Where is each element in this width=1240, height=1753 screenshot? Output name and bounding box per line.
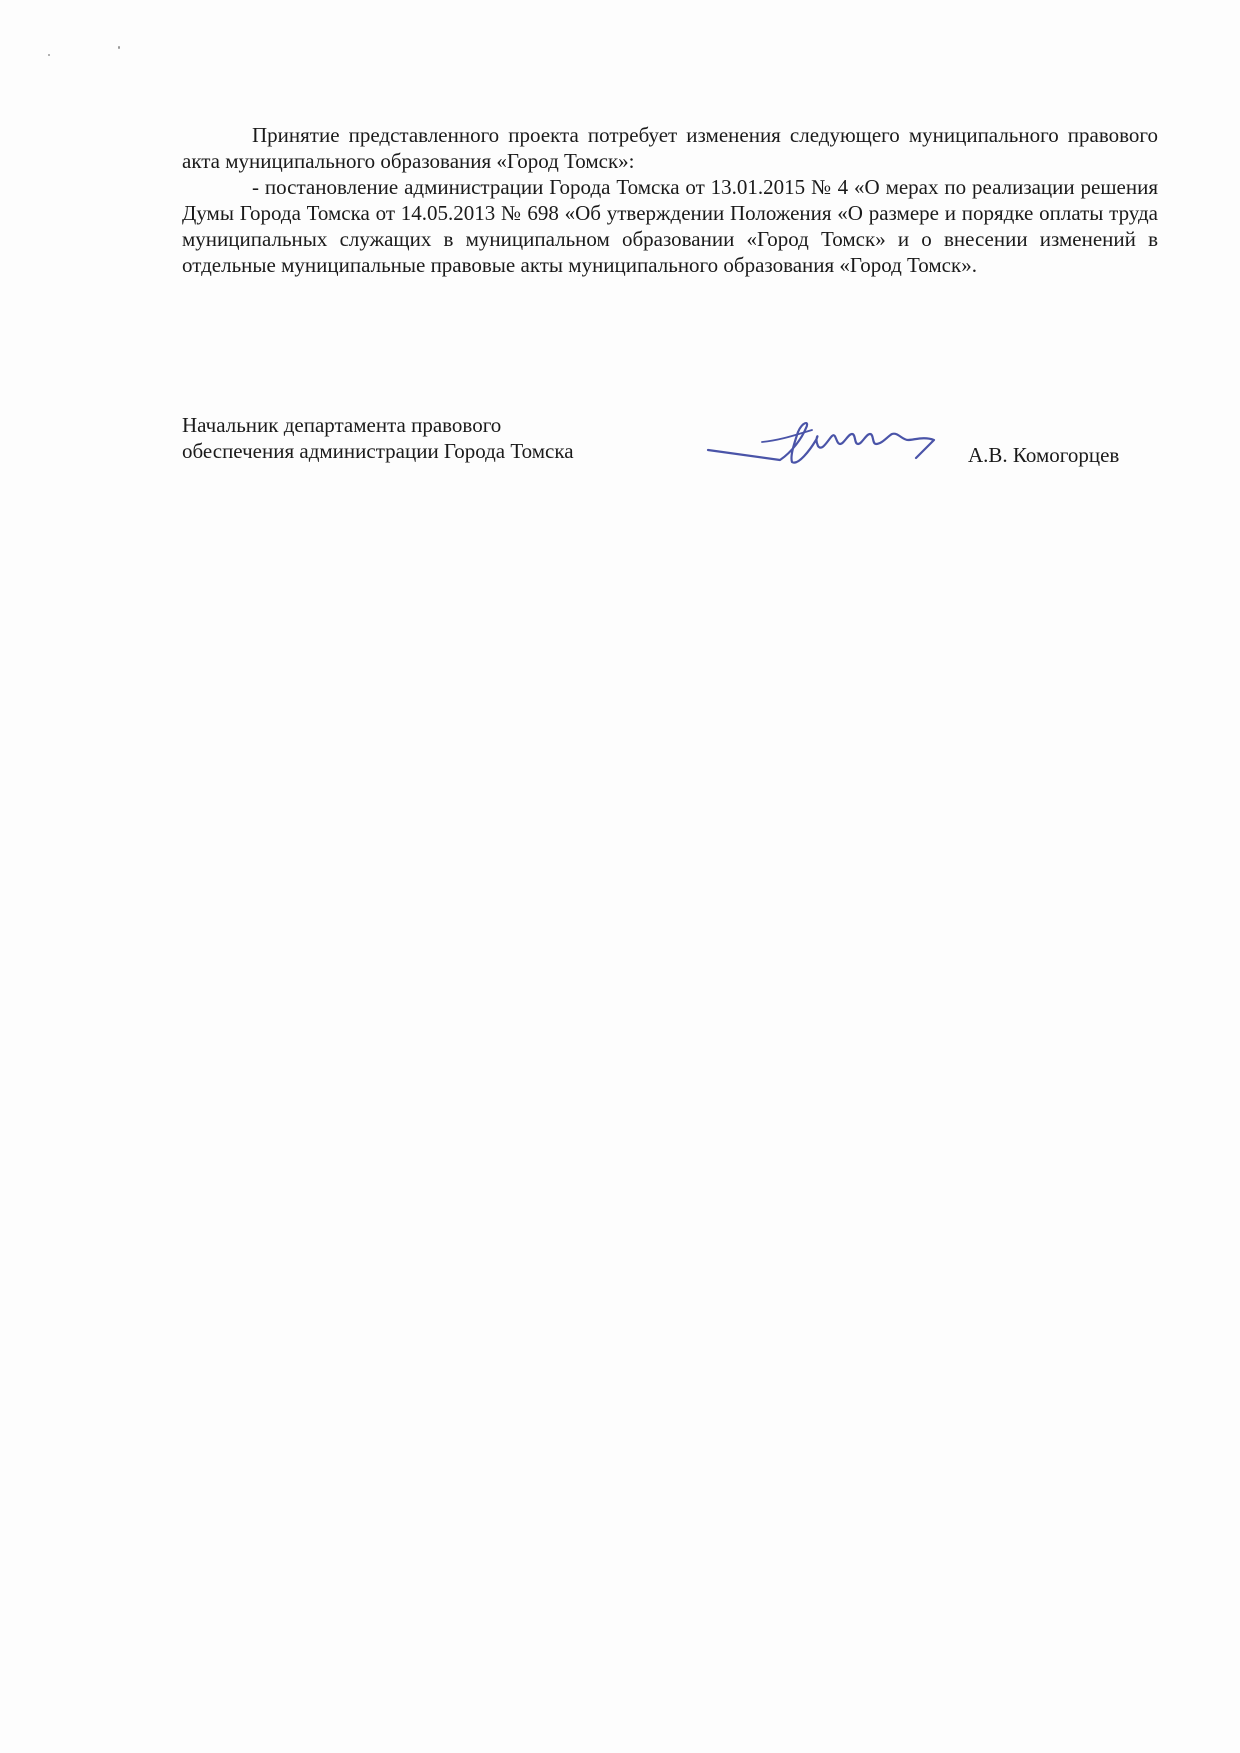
signer-position-line1: Начальник департамента правового — [182, 413, 502, 437]
handwritten-signature — [702, 410, 952, 474]
signature-stroke — [708, 423, 934, 463]
signer-position — [182, 412, 702, 464]
scan-speck — [48, 54, 50, 56]
signer-name: А.В. Комогорцев — [968, 443, 1120, 467]
signer-position-line2: обеспечения администрации Города Томска — [182, 439, 574, 463]
paragraph-act-item: - постановление администрации Города Томска от 13.01.2015 № 4 «О мерах по реализации решения Думы Города Томска от 14.05.2013 № 698 «Об утверждении Положения «О размере и порядке оплаты труда муниципальных служащих в муниципальном образовании «Город Томск» и о внесении изменений в отдельные муниципальные правовые акты муниципального образования «Город Томск». — [182, 175, 1158, 277]
scan-speck — [118, 46, 120, 49]
signature-stroke — [762, 430, 812, 442]
body-text — [182, 122, 1158, 278]
paragraph-intro: Принятие представленного проекта потребует изменения следующего муниципального правового акта муниципального образования «Город Томск»: — [182, 123, 1158, 173]
